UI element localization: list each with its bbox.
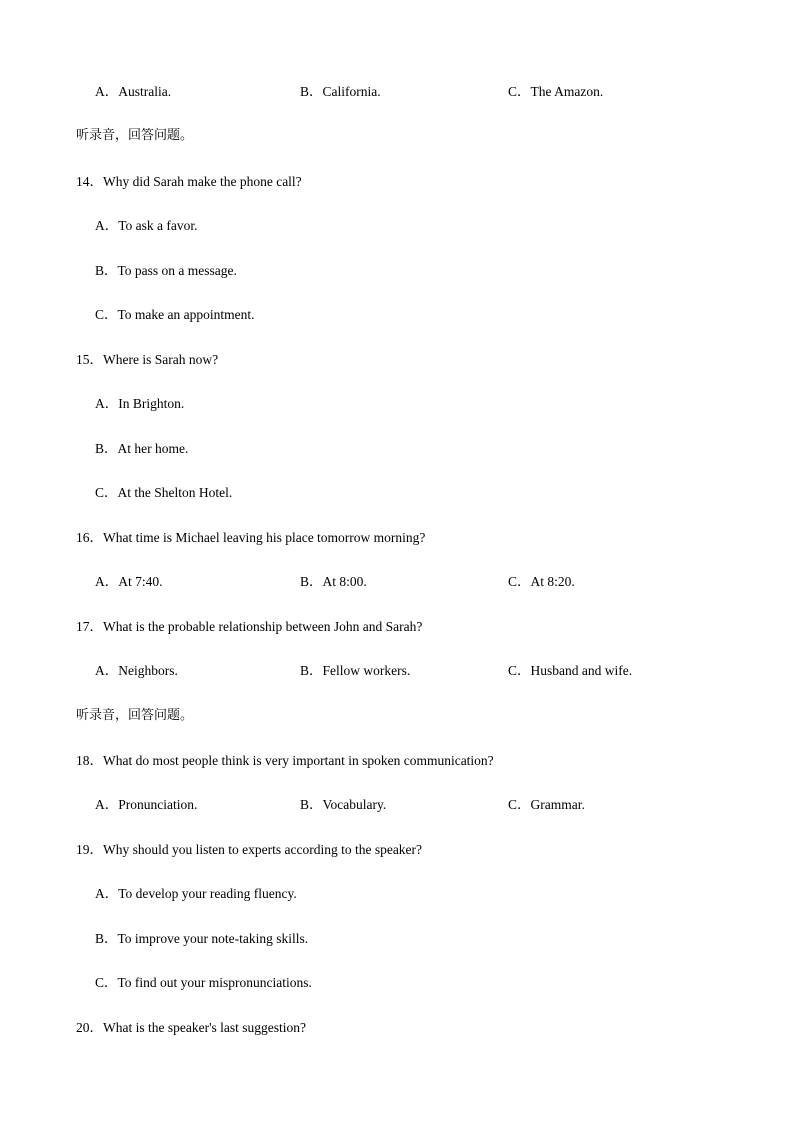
section-instruction: 听录音，回答问题。 <box>76 128 194 143</box>
q17-option-c: C．Husband and wife. <box>508 663 633 678</box>
q17-question: 17．What is the probable relationship between John and Sarah? <box>76 619 423 634</box>
q17-option-a: A．Neighbors. <box>95 663 178 678</box>
q15-option-c: C．At the Shelton Hotel. <box>95 485 233 500</box>
section-instruction: 听录音，回答问题。 <box>76 708 194 723</box>
q15-question: 15．Where is Sarah now? <box>76 352 219 367</box>
q16-option-a: A．At 7:40. <box>95 574 163 589</box>
q16-question: 16．What time is Michael leaving his place tomorrow morning? <box>76 530 426 545</box>
q18-option-c: C．Grammar. <box>508 797 585 812</box>
q14-option-c: C．To make an appointment. <box>95 307 255 322</box>
q16-option-b: B．At 8:00. <box>300 574 367 589</box>
q19-option-a: A．To develop your reading fluency. <box>95 886 297 901</box>
q18-option-a: A．Pronunciation. <box>95 797 198 812</box>
q14-option-b: B．To pass on a message. <box>95 263 237 278</box>
q20-question: 20．What is the speaker's last suggestion? <box>76 1020 307 1035</box>
q15-option-a: A．In Brighton. <box>95 396 185 411</box>
q14-option-a: A．To ask a favor. <box>95 218 198 233</box>
q13-option-a: A．Australia. <box>95 84 172 99</box>
q14-question: 14．Why did Sarah make the phone call? <box>76 174 302 189</box>
q15-option-b: B．At her home. <box>95 441 189 456</box>
q13-option-b: B．California. <box>300 84 381 99</box>
q17-option-b: B．Fellow workers. <box>300 663 411 678</box>
q19-option-b: B．To improve your note-taking skills. <box>95 931 309 946</box>
q13-option-c: C．The Amazon. <box>508 84 604 99</box>
q16-option-c: C．At 8:20. <box>508 574 575 589</box>
q18-option-b: B．Vocabulary. <box>300 797 387 812</box>
q18-question: 18．What do most people think is very important in spoken communication? <box>76 753 494 768</box>
q19-question: 19．Why should you listen to experts according to the speaker? <box>76 842 423 857</box>
q19-option-c: C．To find out your mispronunciations. <box>95 975 312 990</box>
